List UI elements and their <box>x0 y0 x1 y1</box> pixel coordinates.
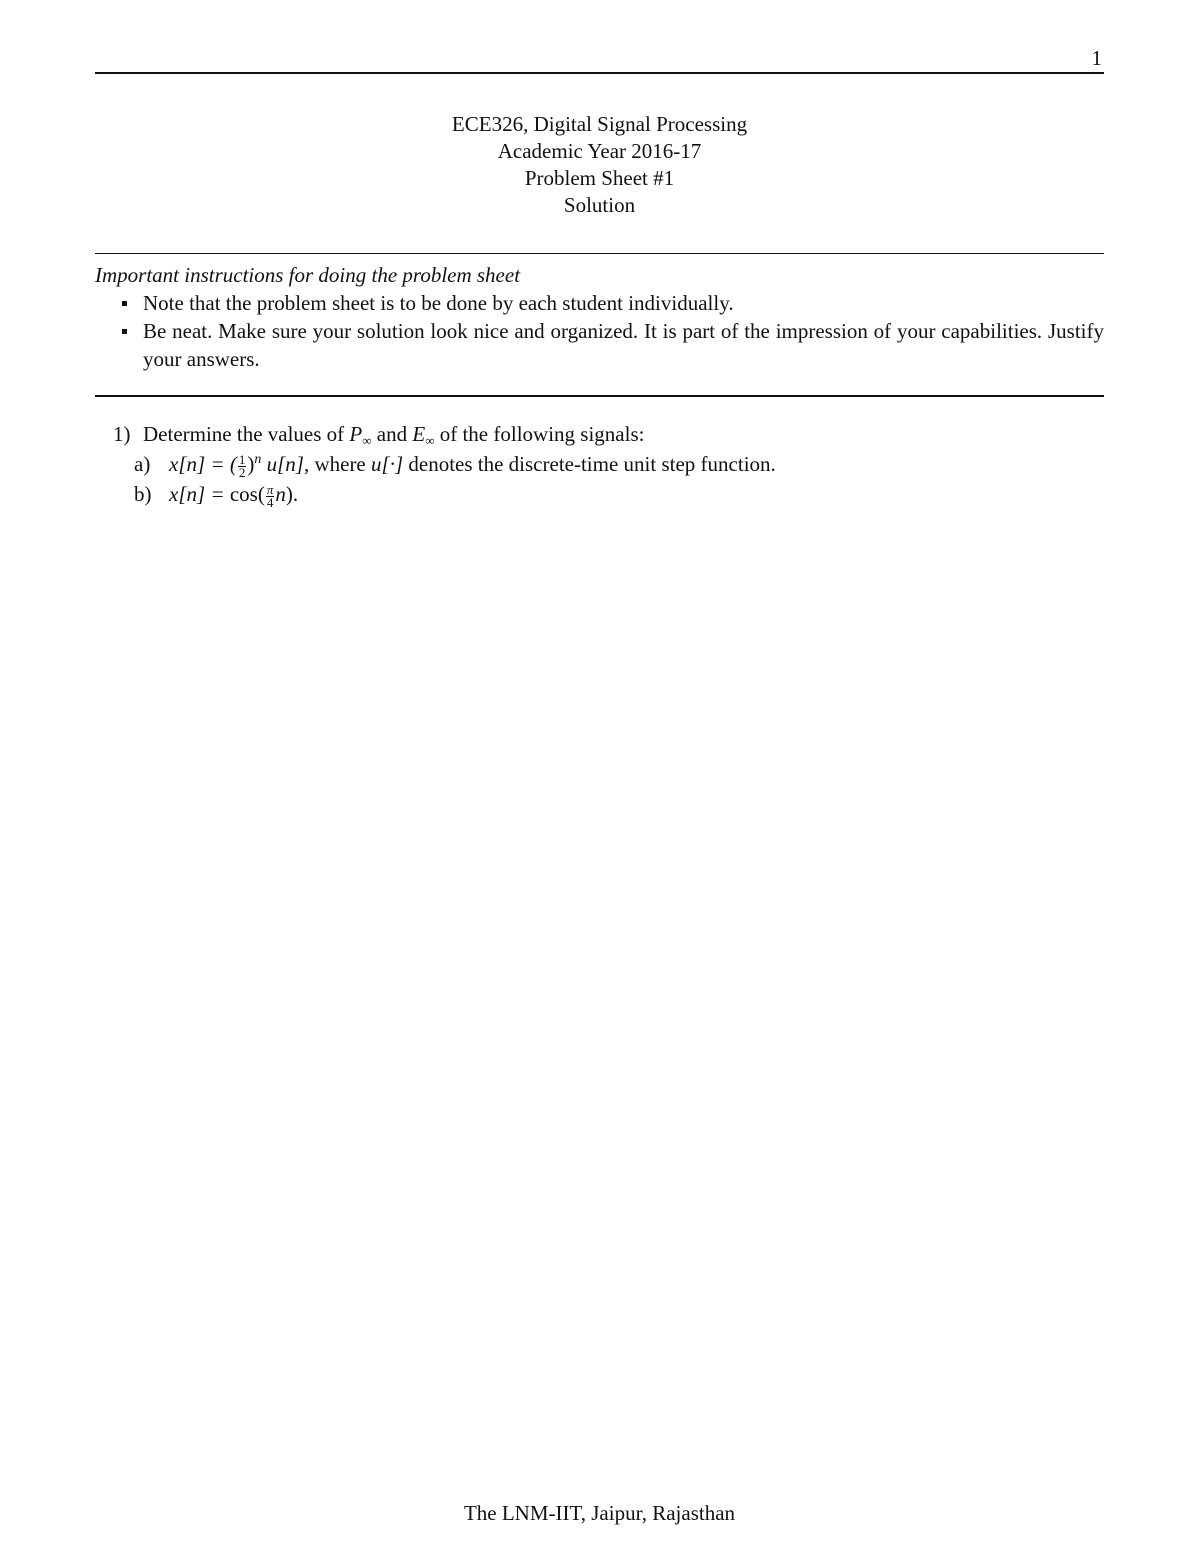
equation-lhs: x[n] = ( <box>169 452 237 476</box>
problems-section <box>95 419 1104 509</box>
symbol-e-subscript: ∞ <box>425 433 435 448</box>
bullet-icon <box>122 301 127 306</box>
sheet-kind: Solution <box>563 193 636 217</box>
statement-text: Determine the values of <box>143 422 350 446</box>
function-argument: n <box>275 482 286 506</box>
instructions-top-rule <box>95 253 1104 254</box>
statement-text: of the following signals: <box>434 422 645 446</box>
subpart-label: a) <box>134 452 151 476</box>
problem-statement <box>143 419 1104 449</box>
title-block <box>95 111 1104 219</box>
unit-step-symbol: u[·] <box>371 452 404 476</box>
sheet-title: Problem Sheet #1 <box>524 166 675 190</box>
fraction-numerator: π <box>266 481 274 497</box>
fraction <box>238 451 247 480</box>
close-paren: ) <box>247 452 255 476</box>
subpart-label: b) <box>134 482 152 506</box>
fraction-numerator: 1 <box>238 451 246 467</box>
bullet-icon <box>122 329 127 334</box>
math-symbol-p <box>349 422 371 446</box>
instruction-item <box>95 317 1104 373</box>
subpart-text: , where <box>303 452 372 476</box>
equation-lhs: x[n] = <box>169 482 230 506</box>
subparts-list <box>134 449 1104 510</box>
statement-text: and <box>371 422 413 446</box>
problem-number: 1) <box>113 422 131 446</box>
instruction-text: Be neat. Make sure your solution look nice and organized. It is part of the impression of your capabilities. Justify your answers. <box>143 319 1104 371</box>
fraction-denominator: 4 <box>266 494 274 510</box>
academic-year: Academic Year 2016-17 <box>497 139 702 163</box>
close-paren: ). <box>285 482 299 506</box>
instructions-section <box>95 261 1104 373</box>
instructions-heading: Important instructions for doing the problem sheet <box>95 263 521 287</box>
instructions-bottom-rule <box>95 395 1104 397</box>
footer: The LNM-IIT, Jaipur, Rajasthan <box>463 1501 736 1525</box>
top-rule <box>95 72 1104 74</box>
subpart-a <box>134 449 1104 480</box>
exponent: n <box>254 452 262 467</box>
instruction-text: Note that the problem sheet is to be done by each student individually. <box>143 291 734 315</box>
function-name: cos( <box>229 482 265 506</box>
problem-item <box>95 419 1104 509</box>
fraction-denominator: 2 <box>238 464 246 480</box>
instructions-list <box>95 289 1104 373</box>
course-title: ECE326, Digital Signal Processing <box>451 112 748 136</box>
symbol-e: E <box>412 422 426 446</box>
equation-rhs: u[n] <box>261 452 304 476</box>
instruction-item <box>95 289 1104 317</box>
symbol-p-subscript: ∞ <box>362 433 372 448</box>
fraction <box>266 481 275 510</box>
subpart-text: denotes the discrete-time unit step function. <box>403 452 776 476</box>
math-symbol-e <box>412 422 434 446</box>
subpart-b <box>134 479 1104 510</box>
page-number: 1 <box>1091 46 1102 70</box>
symbol-p: P <box>349 422 363 446</box>
